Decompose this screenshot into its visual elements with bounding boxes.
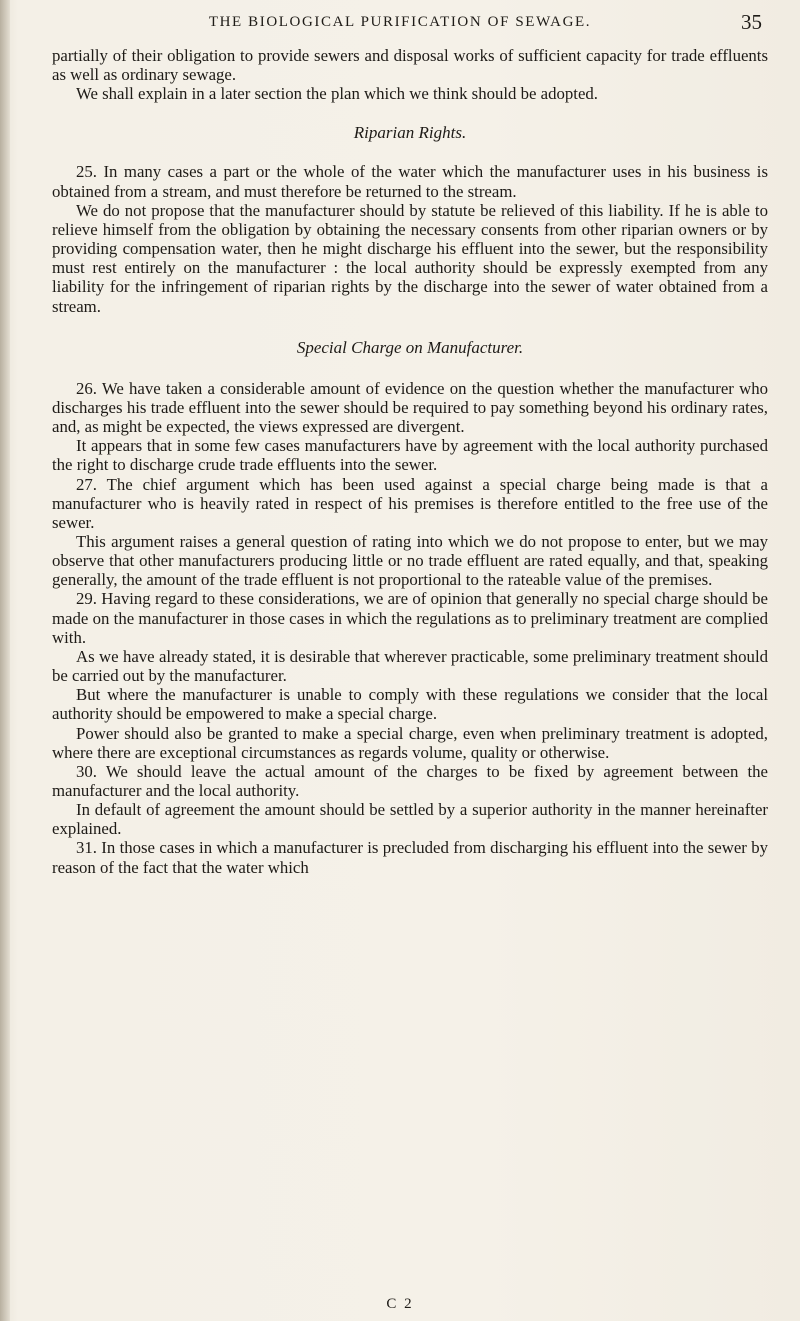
section-heading-special-charge: Special Charge on Manufacturer. xyxy=(296,337,524,357)
paragraph-27: 27. The chief argument which has been used against a special charge being made is that a manufacturer who is heavily rated in respect of his premises is therefore entitled to the free use of the sewer. xyxy=(52,474,768,532)
section-heading-riparian-rights: Riparian Rights. xyxy=(353,123,467,143)
page-spine-shadow xyxy=(0,0,10,1321)
paragraph: We do not propose that the manufacturer should by statute be relieved of this liability. If he is able to relieve himself from the obligation by obtaining the necessary consents from other riparian owners or by providing compensation water, then he might discharge his effluent into the sewer, but the responsibility must rest entirely on the manufacturer : the local authority should be expressly exempted from any liability for the infringement of riparian rights by the discharge into the sewer of water obtained from a stream. xyxy=(52,200,768,316)
paragraph-25: 25. In many cases a part or the whole of the water which the manufacturer uses in his business is obtained from a stream, and must therefore be returned to the stream. xyxy=(52,162,768,201)
paragraph: This argument raises a general question of rating into which we do not propose to enter, but we may observe that other manufacturers producing little or no trade effluent are rated equally, and that, speaking generally, the amount of the trade effluent is not proportional to the rateable value of the premises. xyxy=(52,531,768,590)
running-head: THE BIOLOGICAL PURIFICATION OF SEWAGE. xyxy=(208,14,592,30)
page-header xyxy=(0,8,800,36)
paragraph: As we have already stated, it is desirable that wherever practicable, some preliminary treatment should be carried out by the manufacturer. xyxy=(52,646,768,686)
paragraph: It appears that in some few cases manufacturers have by agreement with the local authority purchased the right to discharge crude trade effluents into the sewer. xyxy=(52,436,768,475)
paragraph-29: 29. Having regard to these considerations, we are of opinion that generally no special charge should be made on the manufacturer in those cases in which the regulations as to preliminary treatment are complied with. xyxy=(52,589,768,647)
paragraph-26: 26. We have taken a considerable amount of evidence on the question whether the manufacturer who discharges his trade effluent into the sewer should be required to pay something beyond his ordinary rates, and, as might be expected, the views expressed are divergent. xyxy=(52,378,768,437)
paragraph-30: 30. We should leave the actual amount of the charges to be fixed by agreement between the manufacturer and the local authority. xyxy=(52,761,768,800)
paragraph: In default of agreement the amount should be settled by a superior authority in the manner hereinafter explained. xyxy=(52,800,768,839)
page-number: 35 xyxy=(741,10,762,34)
paragraph-continuation: partially of their obligation to provide sewers and disposal works of sufficient capacity for trade effluents as well as ordinary sewage. xyxy=(52,46,768,85)
paragraph: We shall explain in a later section the plan which we think should be adopted. xyxy=(76,84,598,104)
paragraph: Power should also be granted to make a special charge, even when preliminary treatment is adopted, where there are exceptional circumstances as regards volume, quality or otherwise. xyxy=(52,723,768,762)
paragraph-31: 31. In those cases in which a manufacturer is precluded from discharging his effluent into the sewer by reason of the fact that the water which xyxy=(52,838,768,877)
signature-mark: C 2 xyxy=(386,1296,414,1312)
page-body xyxy=(52,46,768,877)
paragraph: But where the manufacturer is unable to comply with these regulations we consider that the local authority should be empowered to make a special charge. xyxy=(52,685,768,724)
